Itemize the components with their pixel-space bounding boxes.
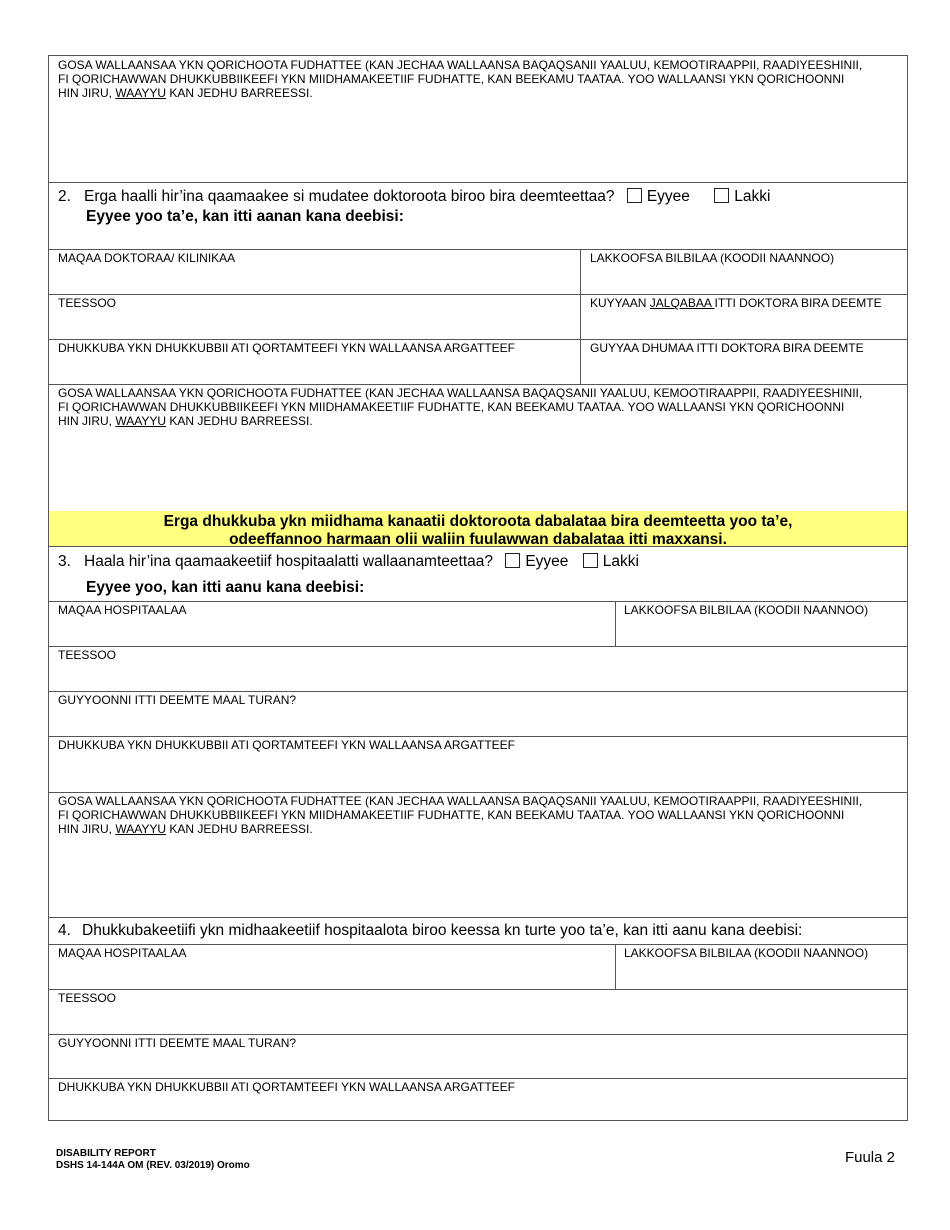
q2-last-visit-field[interactable]: GUYYAA DHUMAA ITTI DOKTORA BIRA DEEMTE [590,341,864,355]
q2-no-checkbox[interactable] [714,188,729,203]
q3-no-label: Lakki [602,553,639,570]
q2-first-visit-field[interactable]: KUYYAAN JALQABAA ITTI DOKTORA BIRA DEEMTE [590,296,882,310]
q2-yes-checkbox[interactable] [627,188,642,203]
q3-treatment-description-label: GOSA WALLAANSAA YKN QORICHOOTA FUDHATTEE (KAN JECHAA WALLAANSA BAQAQSANII YAALUU, KEMOOTIRAAPPII, RAADIYEESHINII, FI QORICHAWWAN DHUKKUBBIIKEEFI YKN MIIDHAMAKEETIIF FUDHATTE, KAN BEEKAMU TAATAA. YOO WALLAANSI YKN QORICHOONNI HIN JIRU, WAAYYU KAN JEDHU BARREESSI. [58,794,863,836]
q2-treatment-description-field[interactable] [49,384,907,511]
q3-hospital-name-field[interactable]: MAQAA HOSPITAALAA [58,603,187,617]
form-id: DSHS 14-144A OM (REV. 03/2019) Oromo [56,1160,250,1171]
q4-dates-field[interactable]: GUYYOONNI ITTI DEEMTE MAAL TURAN? [58,1036,297,1050]
q3-no-checkbox[interactable] [583,553,598,568]
q3-condition-field[interactable]: DHUKKUBA YKN DHUKKUBBII ATI QORTAMTEEFI YKN WALLAANSA ARGATTEEF [58,738,515,752]
q2-instruction: Eyyee yoo ta’e, kan itti aanan kana deebisi: [86,208,404,225]
q3-address-field[interactable]: TEESSOO [58,648,117,662]
question-2: 2. Erga haalli hir’ina qaamaakee si mudatee doktoroota biroo bira deemteettaa? Eyyee Lakki [58,188,771,205]
q4-condition-field[interactable]: DHUKKUBA YKN DHUKKUBBII ATI QORTAMTEEFI YKN WALLAANSA ARGATTEEF [58,1080,515,1094]
q2-phone-field[interactable]: LAKKOOFSA BILBILAA (KOODII NAANNOO) [590,251,835,265]
treatment-description-label: GOSA WALLAANSAA YKN QORICHOOTA FUDHATTEE (KAN JECHAA WALLAANSA BAQAQSANII YAALUU, KEMOOTIRAAPPII, RAADIYEESHINII, FI QORICHAWWAN DHUKKUBBIIKEEFI YKN MIIDHAMAKEETIIF FUDHATTE, KAN BEEKAMU TAATAA. YOO WALLAANSI YKN QORICHOONNI HIN JIRU, WAAYYU KAN JEDHU BARREESSI. [58,58,863,100]
q2-treatment-description-label: GOSA WALLAANSAA YKN QORICHOOTA FUDHATTEE (KAN JECHAA WALLAANSA BAQAQSANII YAALUU, KEMOOTIRAAPPII, RAADIYEESHINII, FI QORICHAWWAN DHUKKUBBIIKEEFI YKN MIIDHAMAKEETIIF FUDHATTE, KAN BEEKAMU TAATAA. YOO WALLAANSI YKN QORICHOONNI HIN JIRU, WAAYYU KAN JEDHU BARREESSI. [58,386,863,428]
q3-yes-checkbox[interactable] [505,553,520,568]
q2-yes-label: Eyyee [646,188,690,205]
q2-address-field[interactable]: TEESSOO [58,296,117,310]
treatment-description-field[interactable] [49,56,907,182]
q3-phone-field[interactable]: LAKKOOFSA BILBILAA (KOODII NAANNOO) [624,603,869,617]
q4-address-field[interactable]: TEESSOO [58,991,117,1005]
form-title: DISABILITY REPORT [56,1148,156,1159]
q2-condition-field[interactable]: DHUKKUBA YKN DHUKKUBBII ATI QORTAMTEEFI YKN WALLAANSA ARGATTEEF [58,341,515,355]
q2-no-label: Lakki [734,188,771,205]
q3-yes-label: Eyyee [525,553,569,570]
q3-instruction: Eyyee yoo, kan itti aanu kana deebisi: [86,579,365,596]
q2-doctor-name-field[interactable]: MAQAA DOKTORAA/ KILINIKAA [58,251,236,265]
additional-pages-notice: Erga dhukkuba ykn miidhama kanaatii doktoroota dabalataa bira deemteetta yoo ta’e, odeeffannoo harmaan olii waliin fuulawwan dabalataa itti maxxansi. [49,511,907,546]
q4-phone-field[interactable]: LAKKOOFSA BILBILAA (KOODII NAANNOO) [624,946,869,960]
question-3: 3. Haala hir’ina qaamaakeetiif hospitaalatti wallaanamteettaa? Eyyee Lakki [58,553,639,570]
form-footer [56,1148,250,1172]
q3-dates-field[interactable]: GUYYOONNI ITTI DEEMTE MAAL TURAN? [58,693,297,707]
q4-hospital-name-field[interactable]: MAQAA HOSPITAALAA [58,946,187,960]
disability-report-form [48,55,908,1121]
question-4: 4. Dhukkubakeetiifi ykn midhaakeetiif hospitaalota biroo keessa kn turte yoo ta’e, kan itti aanu kana deebisi: [58,922,803,939]
page-number: Fuula 2 [844,1149,895,1166]
q3-treatment-description-field[interactable] [49,792,907,917]
